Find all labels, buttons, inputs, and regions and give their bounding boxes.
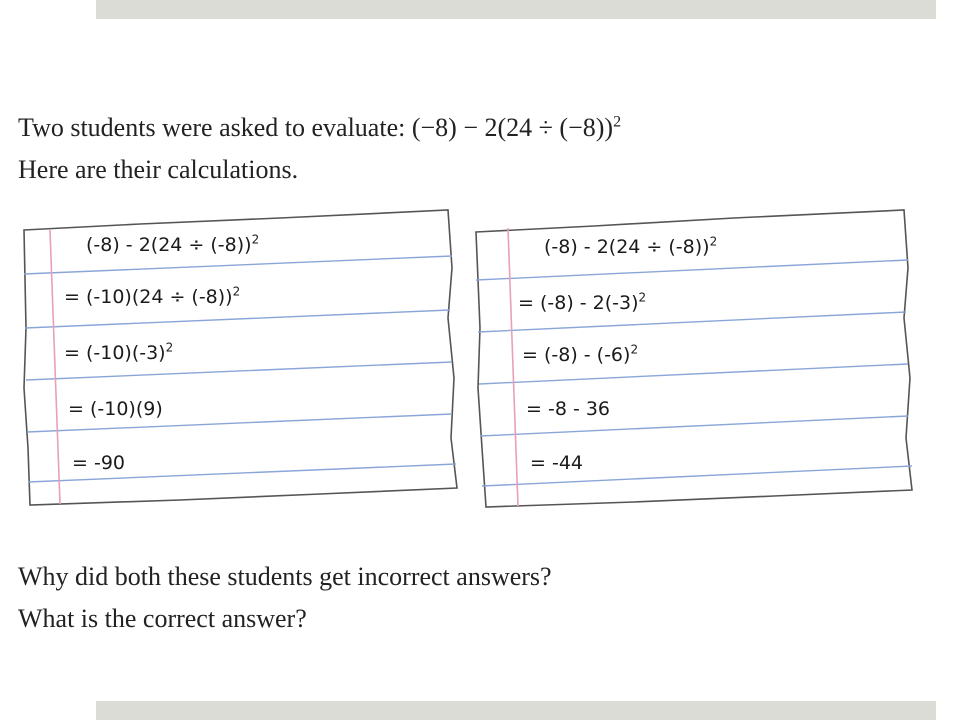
step-a-1: $(-8) - 2(24 \div (-8))^2$ [86, 232, 260, 256]
step-a-5: = -90 [72, 452, 125, 474]
step-a-2: = $(-10)(24 \div (-8))^2$ [64, 284, 241, 308]
student-a-notebook [20, 208, 465, 510]
problem-intro: Two students were asked to evaluate: [18, 113, 406, 142]
problem-line [18, 113, 621, 143]
student-b-notebook [474, 208, 919, 510]
question-1: Why did both these students get incorrect answers? [18, 562, 552, 591]
step-b-5: = -44 [530, 452, 583, 474]
step-b-3: = $(-8) - (-6)^2$ [522, 342, 639, 366]
problem-subline: Here are their calculations. [18, 155, 299, 184]
step-b-1: $(-8) - 2(24 \div (-8))^2$ [544, 234, 718, 258]
step-b-4: = -8 - 36 [526, 398, 611, 420]
top-band [96, 0, 936, 19]
problem-expression: (−8) − 2(24 ÷ (−8)) [411, 113, 614, 142]
question-2: What is the correct answer? [18, 604, 307, 633]
step-b-2: = $(-8) - 2(-3)^2$ [518, 290, 647, 314]
step-a-4: = (-10)(9) [68, 398, 163, 420]
problem-exponent: 2 [613, 113, 622, 131]
bottom-band [96, 701, 936, 720]
step-a-3: = $(-10)(-3)^2$ [64, 340, 174, 364]
